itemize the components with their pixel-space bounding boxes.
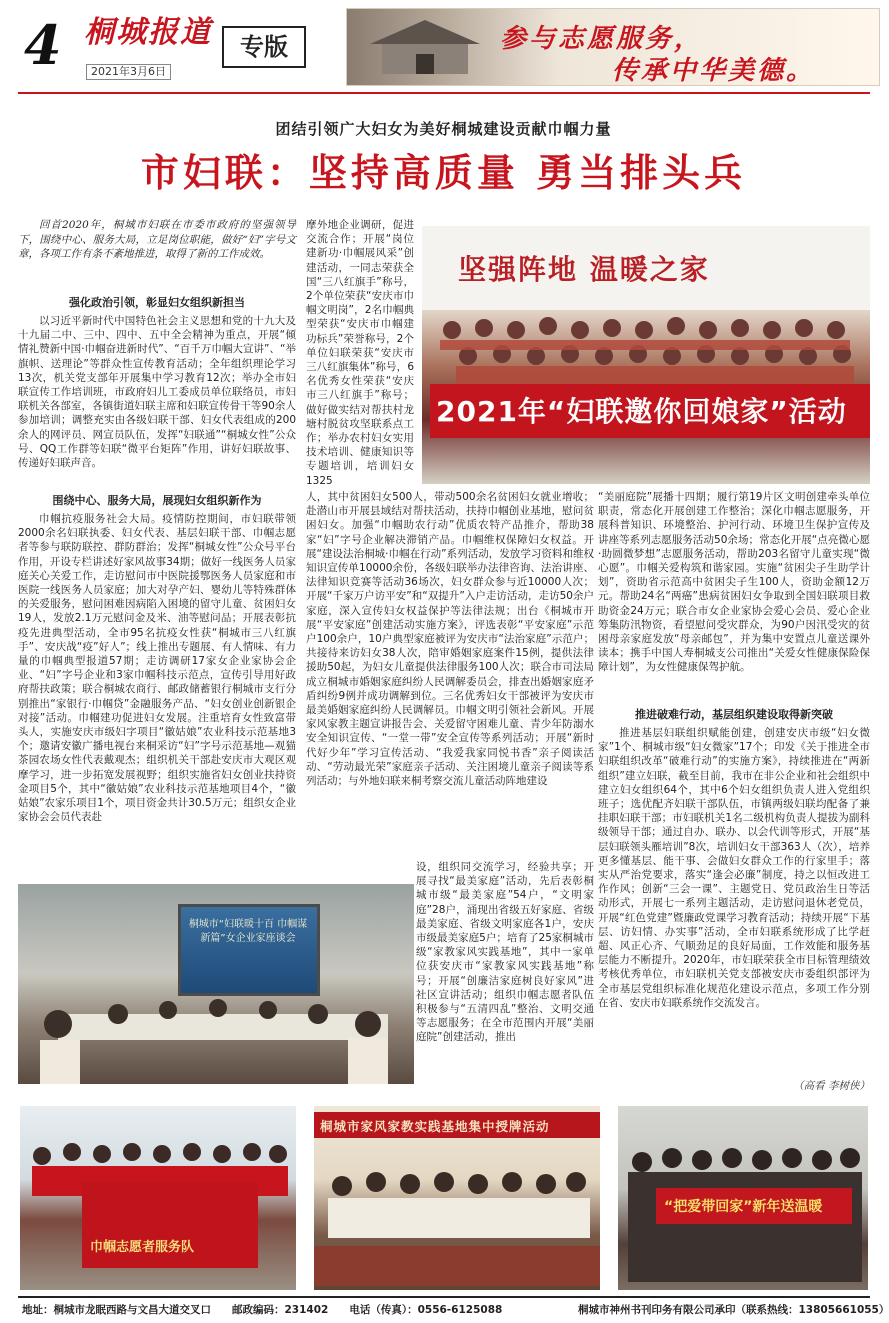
event-banner-text: 2021年“妇联邀你回娘家”活动 [436, 395, 847, 428]
masthead-rule [18, 92, 870, 94]
article-column [306, 490, 594, 860]
volunteer-flag [82, 1182, 258, 1268]
paragraph: 推进基层妇联组织赋能创建，创建安庆市级“妇女微家”1个、桐城市级“妇女微家”17个；印发《关于推进全市妇联组织改革“破难行动”的实施方案》，持续推进在“两新组织”建立妇联，截至目前，我市在非公企业和社会组织中建立妇女组织64个，其中6个妇女组织负责人进入党组织班子；选优配齐妇联干部队伍，市镇两级妇联均配备了兼挂职妇联干部；市妇联机关1名二级机构负责人提拔为副科级领导干部；通过自办、联办、以会代训等形式，开展“基层妇联领头雁培训”8次，培训妇女干部363人（次），培养更多懂基层、能干事、会做妇女群众工作的行家里手；落实从严治党要求，落实“逢会必廉”制度，持之以恒改进工作作风；创新“三会一课”、主题党日、党员政治生日等活动形式，开展七一系列主题活动，走访慰问退休老党员，开展“红色党建”暨廉政党课学习教育活动；持续开展“下基层、访妇情、办实事”活动，全市妇联系统形成了比学赶超、风正心齐、气顺劲足的良好局面，工作效能和服务基层能力不断提升。2020年，市妇联荣获全市目标管理绩效考核优秀单位，市妇联机关党支部被安庆市委组织部评为全市基层党组织标准化规范化建设示范点，多项工作分别在省、安庆市妇联系统作交流发言。 [598, 727, 870, 1009]
section-subhead: 推进破难行动，基层组织建设取得新突破 [635, 708, 833, 721]
screen-text: 桐城市“妇联暖十百 巾帼谋新篇”女企业家座谈会 [188, 919, 308, 944]
edition-label: 专版 [222, 26, 306, 68]
volunteer-flag-text: 巾帼志愿者服务队 [90, 1240, 195, 1255]
paragraph: “美丽庭院”展播十四期；履行第19片区文明创建牵头单位职责，常态化开展创建工作整治；深化巾帼志愿服务，开展科普知识、环境整治、护河行动、环境卫生保护宣传及讲座等系列志愿服务活动50余场；常态化开展“点亮微心愿·助圆微梦想”志愿服务活动，帮助203名留守儿童实现“微心愿”。巾帼关爱构筑和谐家园。实施“贫困尖子生助学计划”，资助省示范高中贫困尖子生100人，资助金额12万元。帮助24名“两癌”患病贫困妇女争取到全国妇联项目救助资金24万元；联合市女企业家协会爱心会员、爱心企业筹集防汛物资，看望慰问受灾群众，为90户因汛受灾的贫困母亲家庭发放“母亲邮包”，并为集中安置点儿童送课外读本；携手中国人寿桐城支公司推出“关爱女性健康保险保障计划”，为女性健康保驾护航。 [598, 491, 870, 674]
festival-banner-text: “把爱带回家”新年送温暖 [664, 1199, 823, 1215]
ceremony-figures [314, 1156, 600, 1286]
building-icon [360, 14, 490, 78]
meeting-photo [18, 884, 414, 1084]
volunteer-photo [20, 1106, 296, 1290]
paragraph: 设，组织同交流学习，经验共享；开展寻找“最美家庭”活动，先后表彰桐城市级“最美家庭”54户，“文明家庭”28户，涌现出省级五好家庭、省级最美家庭、省级文明家庭各1户，安庆市级最美家庭5户；培育了25家桐城市级“家教家风实践基地”，其中一家单位获安庆市“家教家风实践基地”称号；开展“创廉洁家庭树良好家风”进社区宣讲活动；组织巾帼志愿者队伍积极参与“五清四乱”整治、文明交通等志愿服务；在全市范围内开展“美丽庭院”创建活动，推出 [416, 861, 594, 1044]
page-number: 4 [24, 13, 62, 77]
article-kicker: 团结引领广大妇女为美好桐城建设贡献巾帼力量 [275, 120, 612, 138]
article-column [18, 512, 296, 874]
article-lead: 回首2020年，桐城市妇联在市委市政府的坚强领导下，围绕中心、服务大局，立足岗位职能，做好“妇”字号文章，各项工作有条不紊地推进，取得了新的工作成效。 [18, 219, 296, 261]
article-column [306, 218, 414, 487]
issue-date: 2021年3月6日 [86, 64, 171, 80]
slogan-line-2: 传承中华美德。 [612, 56, 816, 86]
masthead [0, 0, 887, 92]
article-headline: 市妇联：坚持高质量 勇当排头兵 [140, 150, 747, 195]
footer-rule [18, 1296, 870, 1298]
paragraph: 巾帼抗疫服务社会大局。疫情防控期间，市妇联带领2000余名妇联执委、妇女代表、基层妇联干部、巾帼志愿者等参与联防联控、群防群治；发挥“桐城女性”公众号平台作用，开设专栏讲述好家风故事34期；做好一线医务人员家庭关心关爱工作，走访慰问市中医院援鄂医务人员家庭和市医院一线医务人员家庭；加大对孕产妇、婴幼儿等特殊群体的关爱服务，慰问困难因病陷入困境的留守儿童、贫困妇女19人，发放2.1万元慰问金及米、油等慰问品；开展表彰抗疫先进典型活动，全市95名抗疫女性获“桐城市三八红旗手”、安庆战“疫”好人”；线上推出专题展、有人情味、有力量的巾帼典型报道57期；走访调研17家女企业家协会企业、“妇”字号企业和3家巾帼科技示范点，宣传引导用好政府帮扶政策；联合桐城农商行、邮政储蓄银行桐城市支行分别推出“家银行·巾帼贷”金融服务产品、“妇女创业创新银企对接”活动。巾帼建功促进妇女发展。注重培育女性致富带头人，实施安庆市级妇字项目“徽姑娘”农业科技示范基地3个；邀请安徽广播电视台来桐采访“妇”字号示范基地—观猫茶园农场女性代表戴观杰；组织机关干部赴安庆市大观区观摩学习，进一步拓宽发展视野；组织实施省妇女创业扶持资金项目5个，其中“徽姑娘”农业科技示范基地项目4个，“徽姑娘”农家乐项目1个，项目资金共计30.5万元；组织女企业家协会会员代表赴 [18, 513, 296, 824]
slogan-line-1: 参与志愿服务， [500, 24, 704, 54]
paragraph: 摩外地企业调研，促进交流合作；开展“岗位建新功·巾帼展风采”创建活动，一同志荣获全国“三八红旗手”称号，2个单位荣获“安庆市巾帼文明岗”，2名巾帼典型荣获“安庆市巾帼建功标兵”荣誉称号，2个单位妇联荣获“安庆市三八红旗集体”称号，6名优秀女性荣获“安庆市三八红旗手”称号；做好做实结对帮扶村龙塘村脱贫攻坚联系点工作；举办农村妇女实用技术培训、健康知识等专题培训，培训妇女1325 [306, 219, 414, 487]
newspaper-logo: 桐城报道 [84, 15, 212, 50]
section-subhead: 强化政治引领，彰显妇女组织新担当 [69, 296, 245, 309]
ceremony-banner-text: 桐城市家风家教实践基地集中授牌活动 [320, 1119, 550, 1134]
article-column [416, 860, 594, 1082]
article-column [598, 490, 870, 702]
footer-printer: 桐城市神州书刊印务有限公司承印（联系热线：13805661055） [578, 1304, 889, 1316]
article-column [598, 726, 870, 1078]
ceremony-photo [314, 1106, 600, 1290]
attendees-figures [18, 984, 414, 1084]
section-subhead: 围绕中心、服务大局，展现妇女组织新作为 [52, 494, 262, 507]
visit-photo [618, 1106, 868, 1290]
footer-address: 地址：桐城市龙眠西路与文昌大道交叉口 邮政编码：231402 电话（传真）：0556-6125088 [22, 1304, 503, 1316]
paragraph: 人，其中贫困妇女500人，带动500余名贫困妇女就业增收；赴潜山市开展县域结对帮扶活动，扶持巾帼创业基地，慰问贫困妇女。加强“巾帼助农行动”优质农特产品推介，帮助38家“妇”字号企业解决滞销产品。巾帼维权保障妇女权益。开展“建设法治桐城·巾帼在行动”系列活动，发放学习资料和维权知识宣传单10000余份，各级妇联举办法律咨询、法治讲座、法律知识竞赛等活动36场次，妇女群众参与近10000人次；开展“千家万户访平安”和“双提升”入户走访活动，走访50余户家庭，深入宣传妇女权益保护等法律法规；出台《桐城市开展“平安家庭”创建活动实施方案》，评选表彰“平安家庭”示范户100余户，10户典型家庭被评为安庆市“法治家庭”示范户；共接待来访妇女38人次，陪审婚姻家庭案件15例，提供法律援助50起，为妇女儿童提供法律服务100人次；联合市司法局成立桐城市婚姻家庭纠纷人民调解委员会，排查出婚姻家庭矛盾纠纷9例并成功调解到位。三名优秀妇女干部被评为安庆市最美婚姻家庭纠纷人民调解员。巾帼文明引领社会新风。开展家风家教主题宣讲报告会、关爱留守困难儿童、青少年防溺水安全知识宣传、“一堂一带”安全宣传等系列活动；开展“新时代好少年”学习宣传活动、“我爱我家同悦书香”亲子阅读活动、“劳动最光荣”家庭亲子活动、关注困境儿童亲子阅读等系列活动；与外地妇联来桐考察交流儿童活动阵地建设 [306, 491, 594, 788]
crowd-figures [422, 310, 870, 390]
byline: （高看 李树侠） [793, 1080, 870, 1092]
article-column [18, 314, 296, 488]
paragraph: 以习近平新时代中国特色社会主义思想和党的十九大及十九届二中、三中、四中、五中全会精神为重点，开展“倾情礼赞新中国·巾帼奋进新时代”、“百千万巾帼大宣讲”、“举旗帜、送理论”等群众性宣传教育活动；全年组织理论学习13次，机关党支部年开展集中学习教育12次；举办全市妇联宣传工作培训班，市政府妇儿工委成员单位联络员，市妇联机关各部室，各镇街道妇联主席和妇联宣传骨干等90余人参加培训；调整充实由各级妇联干部、妇女代表组成的200余人的网评员、网宣员队伍，发挥“妇联通”“桐城女性”公众号、QQ工作群等妇联“微平台矩阵”作用，讲好妇联故事、传递好妇联声音。 [18, 315, 296, 470]
wall-sign-text: 坚强阵地 温暖之家 [458, 253, 710, 286]
group-photo [422, 226, 870, 484]
